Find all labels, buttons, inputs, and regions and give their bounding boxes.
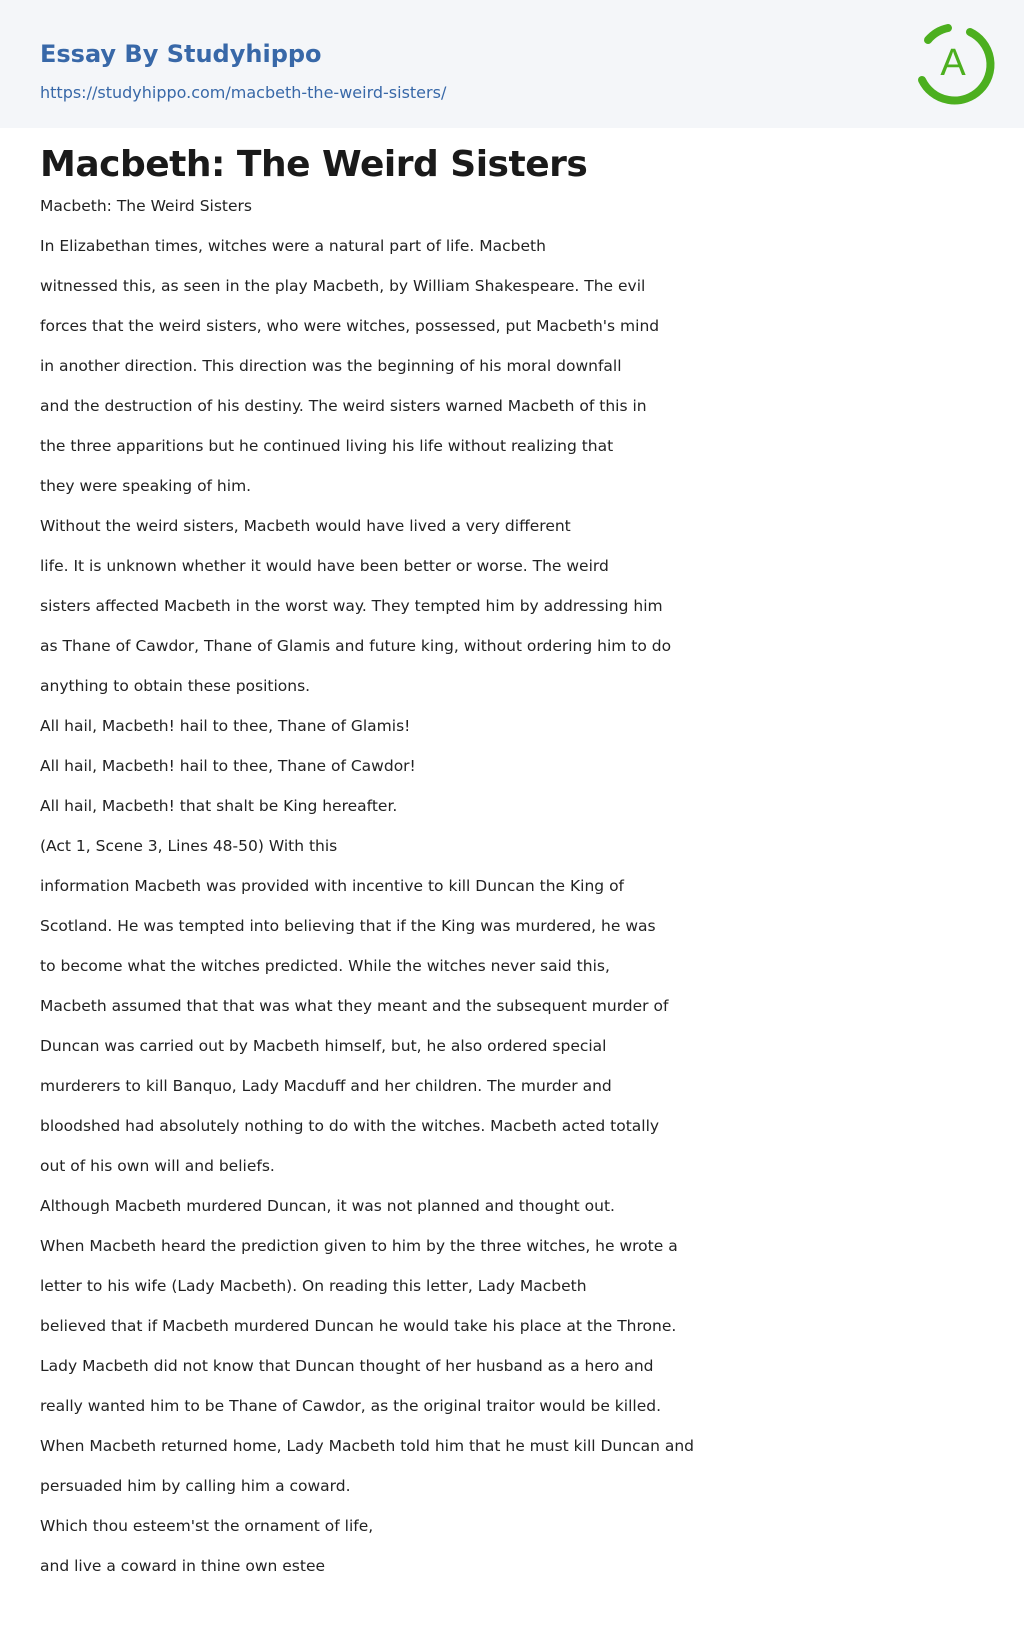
essay-line: bloodshed had absolutely nothing to do with the witches. Macbeth acted totally [40, 1117, 660, 1135]
essay-line: Lady Macbeth did not know that Duncan thought of her husband as a hero and [40, 1357, 654, 1375]
essay-line: witnessed this, as seen in the play Macbeth, by William Shakespeare. The evil [40, 277, 646, 295]
essay-line: the three apparitions but he continued living his life without realizing that [40, 437, 614, 455]
page-header [0, 0, 1024, 128]
essay-line: (Act 1, Scene 3, Lines 48-50) With this [40, 837, 338, 855]
logo-letter: A [940, 42, 966, 84]
essay-line: and live a coward in thine own estee [40, 1557, 326, 1575]
essay-line: to become what the witches predicted. While the witches never said this, [40, 957, 610, 975]
essay-line: In Elizabethan times, witches were a natural part of life. Macbeth [40, 237, 546, 255]
essay-line: When Macbeth returned home, Lady Macbeth told him that he must kill Duncan and [40, 1437, 695, 1455]
essay-title: Macbeth: The Weird Sisters [40, 144, 588, 185]
essay-line: life. It is unknown whether it would have been better or worse. The weird [40, 557, 609, 575]
essay-line: persuaded him by calling him a coward. [40, 1477, 351, 1495]
essay-line: Macbeth assumed that that was what they meant and the subsequent murder of [40, 997, 669, 1015]
essay-line: Duncan was carried out by Macbeth himself, but, he also ordered special [40, 1037, 607, 1055]
essay-line: Without the weird sisters, Macbeth would have lived a very different [40, 517, 571, 535]
essay-subtitle: Macbeth: The Weird Sisters [40, 197, 252, 215]
essay-line: believed that if Macbeth murdered Duncan he would take his place at the Throne. [40, 1317, 677, 1335]
source-url-link[interactable]: https://studyhippo.com/macbeth-the-weird-sisters/ [40, 83, 447, 102]
essay-body [40, 196, 780, 1596]
essay-line: When Macbeth heard the prediction given to him by the three witches, he wrote a [40, 1237, 678, 1255]
essay-line: in another direction. This direction was the beginning of his moral downfall [40, 357, 622, 375]
essay-line: information Macbeth was provided with incentive to kill Duncan the King of [40, 877, 625, 895]
essay-line: letter to his wife (Lady Macbeth). On reading this letter, Lady Macbeth [40, 1277, 587, 1295]
essay-line: All hail, Macbeth! hail to thee, Thane of Glamis! [40, 717, 411, 735]
essay-line: Although Macbeth murdered Duncan, it was not planned and thought out. [40, 1197, 615, 1215]
essay-line: All hail, Macbeth! hail to thee, Thane of Cawdor! [40, 757, 416, 775]
essay-line: as Thane of Cawdor, Thane of Glamis and future king, without ordering him to do [40, 637, 672, 655]
essay-line: sisters affected Macbeth in the worst way. They tempted him by addressing him [40, 597, 663, 615]
essay-line: out of his own will and beliefs. [40, 1157, 275, 1175]
essay-line: they were speaking of him. [40, 477, 252, 495]
essay-line: Which thou esteem'st the ornament of life, [40, 1517, 374, 1535]
essay-line: forces that the weird sisters, who were witches, possessed, put Macbeth's mind [40, 317, 660, 335]
studyhippo-logo-icon[interactable] [908, 18, 998, 108]
essay-line: and the destruction of his destiny. The weird sisters warned Macbeth of this in [40, 397, 647, 415]
essay-line: anything to obtain these positions. [40, 677, 311, 695]
brand-title[interactable]: Essay By Studyhippo [40, 40, 322, 68]
essay-line: murderers to kill Banquo, Lady Macduff and her children. The murder and [40, 1077, 612, 1095]
essay-line: really wanted him to be Thane of Cawdor, as the original traitor would be killed. [40, 1397, 661, 1415]
essay-line: Scotland. He was tempted into believing that if the King was murdered, he was [40, 917, 656, 935]
essay-line: All hail, Macbeth! that shalt be King hereafter. [40, 797, 398, 815]
